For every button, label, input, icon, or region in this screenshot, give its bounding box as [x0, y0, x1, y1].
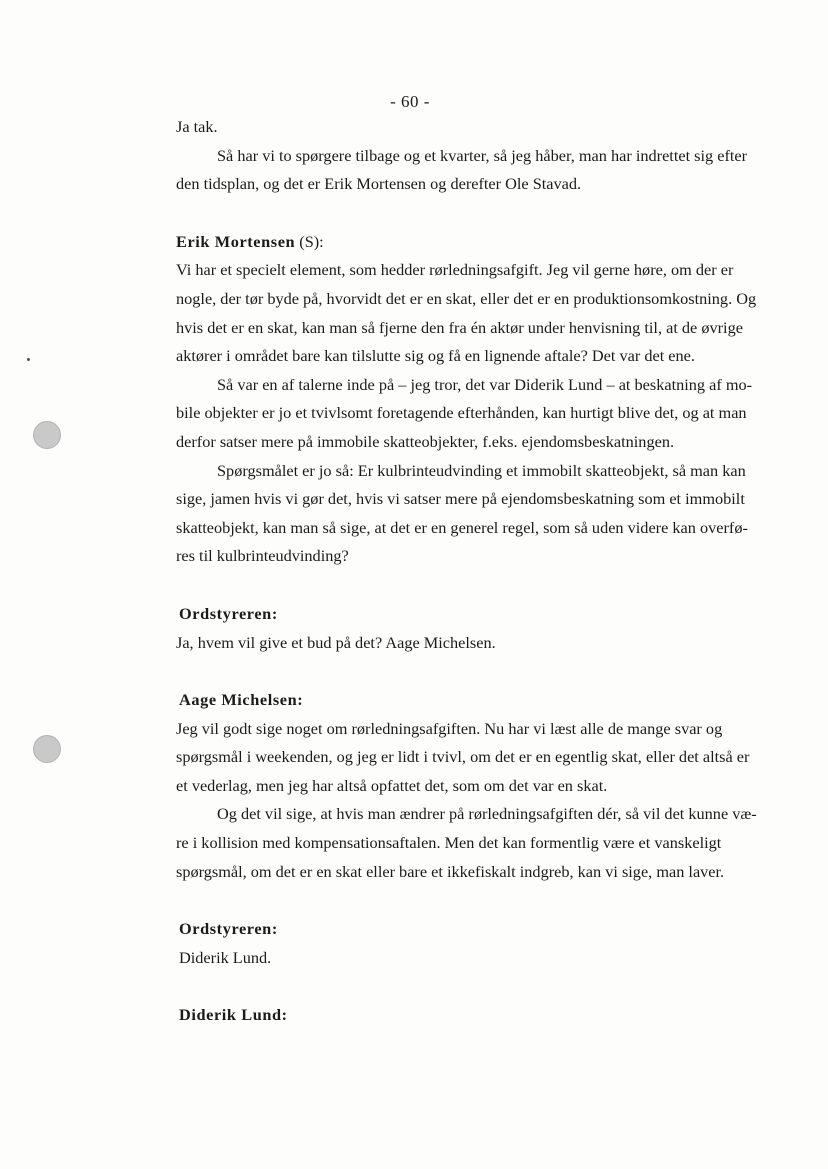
paragraph-line: derfor satser mere på immobile skatteobjekter, f.eks. ejendomsbeskatningen.: [176, 431, 675, 451]
paragraph-line: res til kulbrinteudvinding?: [176, 546, 349, 566]
speaker-name: Erik Mortensen: [176, 231, 296, 251]
paragraph-line: Vi har et specielt element, som hedder rørledningsafgift. Jeg vil gerne høre, om der er: [176, 260, 734, 280]
paragraph-line: Så var en af talerne inde på – jeg tror, det var Diderik Lund – at beskatning af mo-: [217, 374, 753, 394]
paragraph-line: Ja, hvem vil give et bud på det? Aage Michelsen.: [176, 632, 496, 652]
speaker-heading: [176, 228, 776, 257]
page-number: - 60 -: [390, 92, 430, 111]
transcript-body: [176, 113, 776, 1030]
paragraph-line: sige, jamen hvis vi gør det, hvis vi satser mere på ejendomsbeskatning som et immobilt: [176, 489, 745, 509]
paragraph-line: spørgsmål, om det er en skat eller bare et ikkefiskalt indgreb, kan vi sige, man laver.: [176, 861, 725, 881]
paragraph-line: bile objekter er jo et tvivlsomt foretagende efterhånden, kan hurtigt blive det, og at man: [176, 403, 747, 423]
paragraph-line: Spørgsmålet er jo så: Er kulbrinteudvinding et immobilt skatteobjekt, så man kan: [217, 460, 746, 480]
paragraph-line: et vederlag, men jeg har altså opfattet det, som om det var en skat.: [176, 775, 608, 795]
speaker-heading: Ordstyreren:: [179, 603, 278, 623]
paragraph-line: nogle, der tør byde på, hvorvidt det er en skat, eller det er en produktionsomkostning. Og: [176, 288, 757, 308]
paragraph-line: hvis det er en skat, kan man så fjerne den fra én aktør under henvisning til, at de øvrige: [176, 317, 743, 337]
paragraph-line: aktører i området bare kan tilslutte sig og få en lignende aftale? Det var det ene.: [176, 346, 695, 366]
speaker-heading: Aage Michelsen:: [179, 690, 304, 710]
paragraph-line: Ja tak.: [176, 117, 218, 136]
paragraph-line: spørgsmål i weekenden, og jeg er lidt i tvivl, om det er en egentlig skat, eller det altså er: [176, 747, 750, 767]
speaker-heading: Ordstyreren:: [179, 919, 278, 939]
speaker-party: (S):: [295, 231, 324, 251]
scan-speck: [27, 358, 30, 361]
paragraph-line: Jeg vil godt sige noget om rørledningsafgiften. Nu har vi læst alle de mange svar og: [176, 718, 723, 738]
paragraph-line: Diderik Lund.: [179, 947, 272, 967]
paragraph-line: den tidsplan, og det er Erik Mortensen og derefter Ole Stavad.: [176, 174, 582, 194]
speaker-heading: Diderik Lund:: [179, 1005, 288, 1025]
punch-hole-bottom: [33, 735, 61, 763]
paragraph-line: Så har vi to spørgere tilbage og et kvarter, så jeg håber, man har indrettet sig efter: [217, 145, 748, 165]
paragraph-line: skatteobjekt, kan man så sige, at det er en generel regel, som så uden videre kan overfø-: [176, 517, 748, 537]
paragraph-line: Og det vil sige, at hvis man ændrer på rørledningsafgiften dér, så vil det kunne væ-: [217, 804, 757, 824]
punch-hole-top: [33, 421, 61, 449]
paragraph-line: re i kollision med kompensationsaftalen. Men det kan formentlig være et vanskeligt: [176, 833, 722, 853]
